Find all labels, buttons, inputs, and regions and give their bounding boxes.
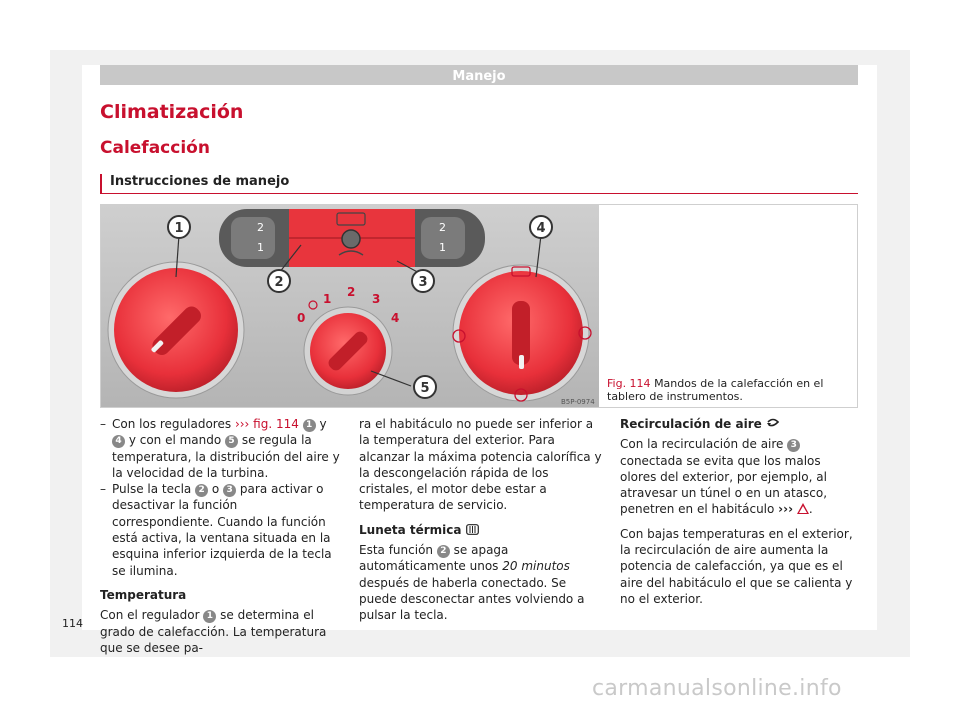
recirculation-paragraph-1 [620, 436, 860, 517]
text-run: o [208, 482, 224, 497]
heater-controls-drawing [101, 205, 599, 407]
text-column-3 [620, 416, 860, 607]
fan-speed-0: 0 [297, 311, 306, 325]
ref-number-5: 5 [225, 435, 238, 448]
cross-ref-arrows[interactable]: ››› [778, 502, 794, 517]
luneta-paragraph [359, 542, 604, 623]
temperature-heading: Temperatura [100, 587, 187, 602]
warning-icon [797, 503, 809, 514]
subheading: Instrucciones de manejo [110, 174, 290, 189]
list-dash: – [100, 417, 106, 431]
callout-5-label: 5 [420, 381, 430, 396]
ref-number-1: 1 [303, 419, 316, 432]
list-dash: – [100, 482, 106, 497]
recirculation-heading [620, 416, 860, 432]
recirculation-paragraph-2: Con bajas temperaturas en el exterior, la recirculación de aire aumenta la potencia de calefacción, ya que es el aire del habitáculo el que se calienta y no el exterior. [620, 526, 853, 606]
text-run: se determina el grado de calefacción. La temperatura que se desee pa- [100, 608, 327, 655]
figure-caption-ref: Fig. 114 [607, 377, 651, 390]
recirculation-heading-label: Recirculación de aire [620, 417, 762, 431]
text-run: después de haberla conectado. Se puede desconectar antes volviendo a pulsar la tecla. [359, 575, 585, 623]
text-run: Con los reguladores [112, 417, 235, 431]
subheading-rule [100, 174, 858, 194]
ref-number-3: 3 [223, 484, 236, 497]
page-title: Climatización [100, 101, 244, 123]
temperature-paragraph [100, 607, 340, 656]
right-seat-label-1: 1 [439, 241, 446, 254]
text-run: . [808, 502, 813, 517]
luneta-heading-label: Luneta térmica [359, 522, 462, 537]
callout-1-label: 1 [174, 221, 184, 236]
luneta-heading [359, 522, 604, 538]
ref-number-3: 3 [787, 439, 800, 452]
left-seat-label-2: 2 [257, 221, 264, 234]
list-item [100, 416, 340, 481]
recirculation-icon [766, 418, 780, 428]
text-run: para activar o desactivar la función correspondiente. Cuando la función está activa, la ventana situada en la esquina inferior izquierda de la tecla se ilumina. [112, 482, 332, 578]
callout-2 [268, 270, 290, 292]
text-run: se regula la temperatura, la distribución del aire y la velocidad de la turbina. [112, 433, 340, 480]
callout-3 [412, 270, 434, 292]
heater-controls-illustration [101, 205, 599, 407]
text-column-1 [100, 416, 340, 656]
text-run: Pulse la tecla [112, 482, 196, 497]
figure-code: B5P-0974 [561, 398, 595, 406]
text-run: y [315, 417, 327, 431]
fan-speed-3: 3 [372, 292, 381, 306]
callout-2-label: 2 [274, 275, 284, 290]
text-run: Esta función [359, 543, 437, 558]
fan-speed-2: 2 [347, 285, 356, 299]
distribution-knob-indicator [519, 355, 524, 369]
emphasis-text: 20 minutos [502, 559, 570, 574]
text-run: Con la recirculación de aire [620, 437, 788, 452]
text-run: conectada se evita que los malos olores del exterior, por ejemplo, al atravesar un túnel o en un atasco, penetren en el habitáculo [620, 453, 828, 517]
text-run: Con el regulador [100, 608, 204, 623]
ref-number-2: 2 [195, 484, 208, 497]
watermark: carmanualsonline.info [592, 676, 842, 701]
figure-caption-text: Mandos de la calefacción en el tablero de instrumentos. [607, 377, 824, 403]
ref-number-4: 4 [112, 435, 125, 448]
ref-number-1: 1 [203, 610, 216, 623]
text-run: y con el mando [125, 433, 226, 448]
temperature-paragraph-cont: ra el habitáculo no puede ser inferior a la temperatura del exterior. Para alcanzar la máxima potencia calorífica y la descongelación rápida de los cristales, el motor debe estar a temperatura de servicio. [359, 417, 602, 513]
rear-window-heater-icon [466, 524, 479, 535]
section-header-label: Manejo [452, 69, 506, 84]
figure-caption [607, 377, 847, 403]
section-header-bar [100, 65, 858, 85]
callout-5 [414, 376, 436, 398]
figure-114 [100, 204, 858, 408]
right-seat-label-2: 2 [439, 221, 446, 234]
center-button[interactable] [342, 230, 360, 248]
fan-speed-4: 4 [391, 311, 400, 325]
callout-1 [168, 216, 190, 238]
ref-number-2: 2 [437, 545, 450, 558]
list-item [100, 481, 340, 579]
fan-speed-1: 1 [323, 292, 332, 306]
figure-link[interactable]: ››› fig. 114 [234, 417, 299, 431]
page-subtitle: Calefacción [100, 138, 210, 158]
callout-4 [530, 216, 552, 238]
left-seat-heater-switch[interactable] [231, 217, 275, 259]
left-seat-label-1: 1 [257, 241, 264, 254]
callout-4-label: 4 [536, 221, 546, 236]
text-run: se apaga automáticamente unos [359, 543, 509, 574]
page-number: 114 [62, 617, 83, 630]
callout-3-label: 3 [418, 275, 428, 290]
text-column-2 [359, 416, 604, 624]
